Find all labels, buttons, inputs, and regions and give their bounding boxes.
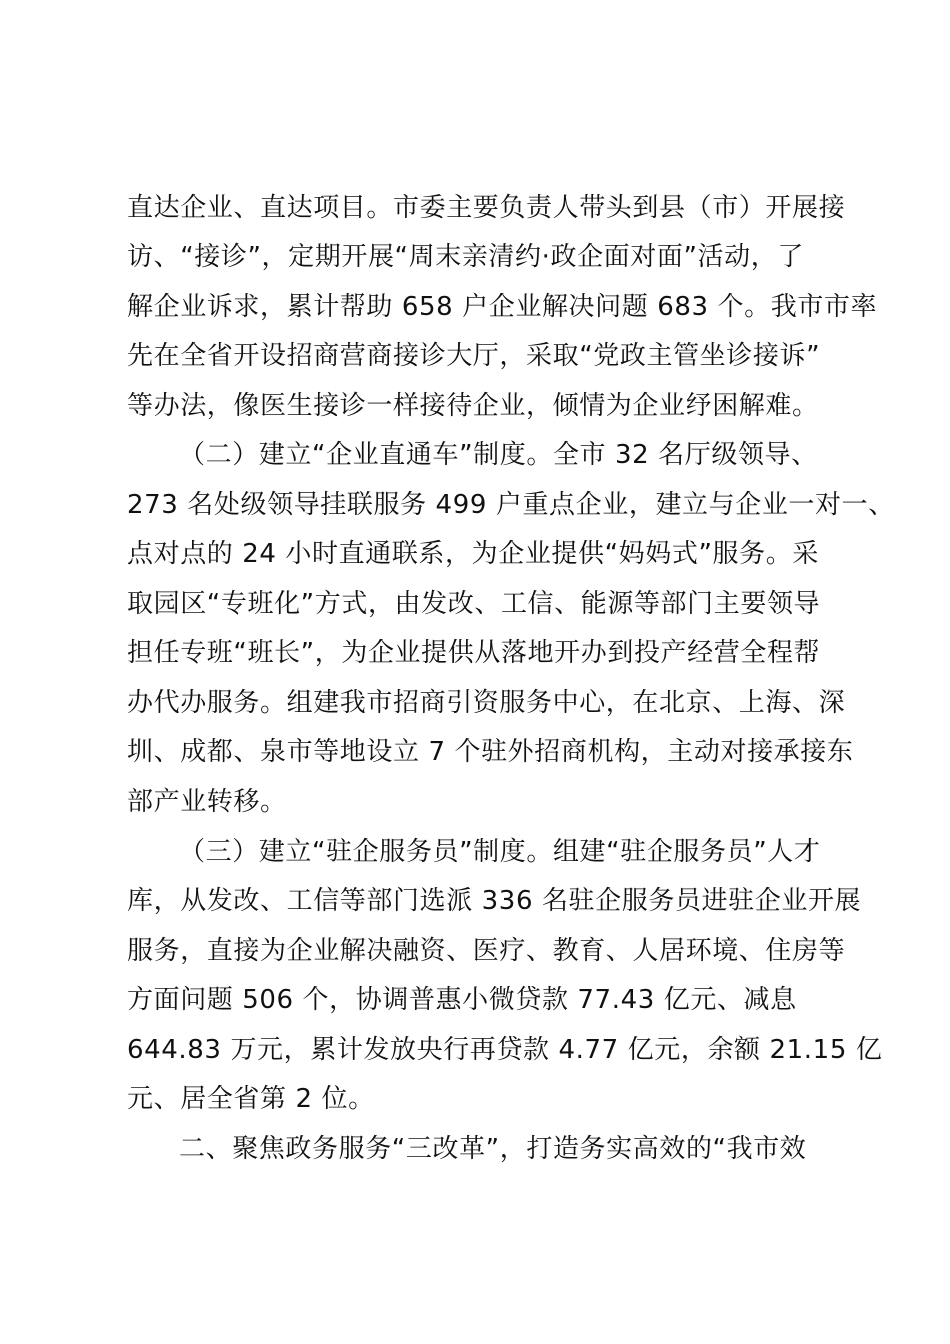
text-line-12: 圳、成都、泉市等地设立 7 个驻外招商机构，主动对接承接东 xyxy=(127,737,854,767)
text-line-2: 访、“接诊”，定期开展“周末亲清约·政企面对面”活动，了 xyxy=(127,242,804,272)
text-line-16: 服务，直接为企业解决融资、医疗、教育、人居环境、住房等 xyxy=(127,936,846,966)
text-line-13: 部产业转移。 xyxy=(127,787,287,817)
text-line-7: 273 名处级领导挂联服务 499 户重点企业，建立与企业一对一、 xyxy=(127,490,895,520)
paragraph-3-first-line: （三）建立“驻企服务员”制度。组建“驻企服务员”人才 xyxy=(179,837,821,867)
text-line-10: 担任专班“班长”，为企业提供从落地开办到投产经营全程帮 xyxy=(127,638,821,668)
text-line-8: 点对点的 24 小时直通联系，为企业提供“妈妈式”服务。采 xyxy=(127,539,819,569)
text-line-15: 库，从发改、工信等部门选派 336 名驻企服务员进驻企业开展 xyxy=(127,886,862,916)
text-line-5: 等办法，像医生接诊一样接待企业，倾情为企业纾困解难。 xyxy=(127,391,819,421)
text-line-11: 办代办服务。组建我市招商引资服务中心，在北京、上海、深 xyxy=(127,688,846,718)
section-heading-line: 二、聚焦政务服务“三改革”，打造务实高效的“我市效 xyxy=(179,1134,807,1164)
text-line-17: 方面问题 506 个，协调普惠小微贷款 77.43 亿元、减息 xyxy=(127,985,797,1015)
paragraph-2-first-line: （二）建立“企业直通车”制度。全市 32 名厅级领导、 xyxy=(179,440,818,470)
text-line-19: 元、居全省第 2 位。 xyxy=(127,1084,375,1114)
text-line-9: 取园区“专班化”方式，由发改、工信、能源等部门主要领导 xyxy=(127,589,821,619)
text-line-18: 644.83 万元，累计发放央行再贷款 4.77 亿元，余额 21.15 亿 xyxy=(127,1035,883,1065)
text-line-3: 解企业诉求，累计帮助 658 户企业解决问题 683 个。我市市率 xyxy=(127,292,878,322)
text-line-4: 先在全省开设招商营商接诊大厅，采取“党政主管坐诊接诉” xyxy=(127,341,821,371)
text-line-1: 直达企业、直达项目。市委主要负责人带头到县（市）开展接 xyxy=(127,193,846,223)
